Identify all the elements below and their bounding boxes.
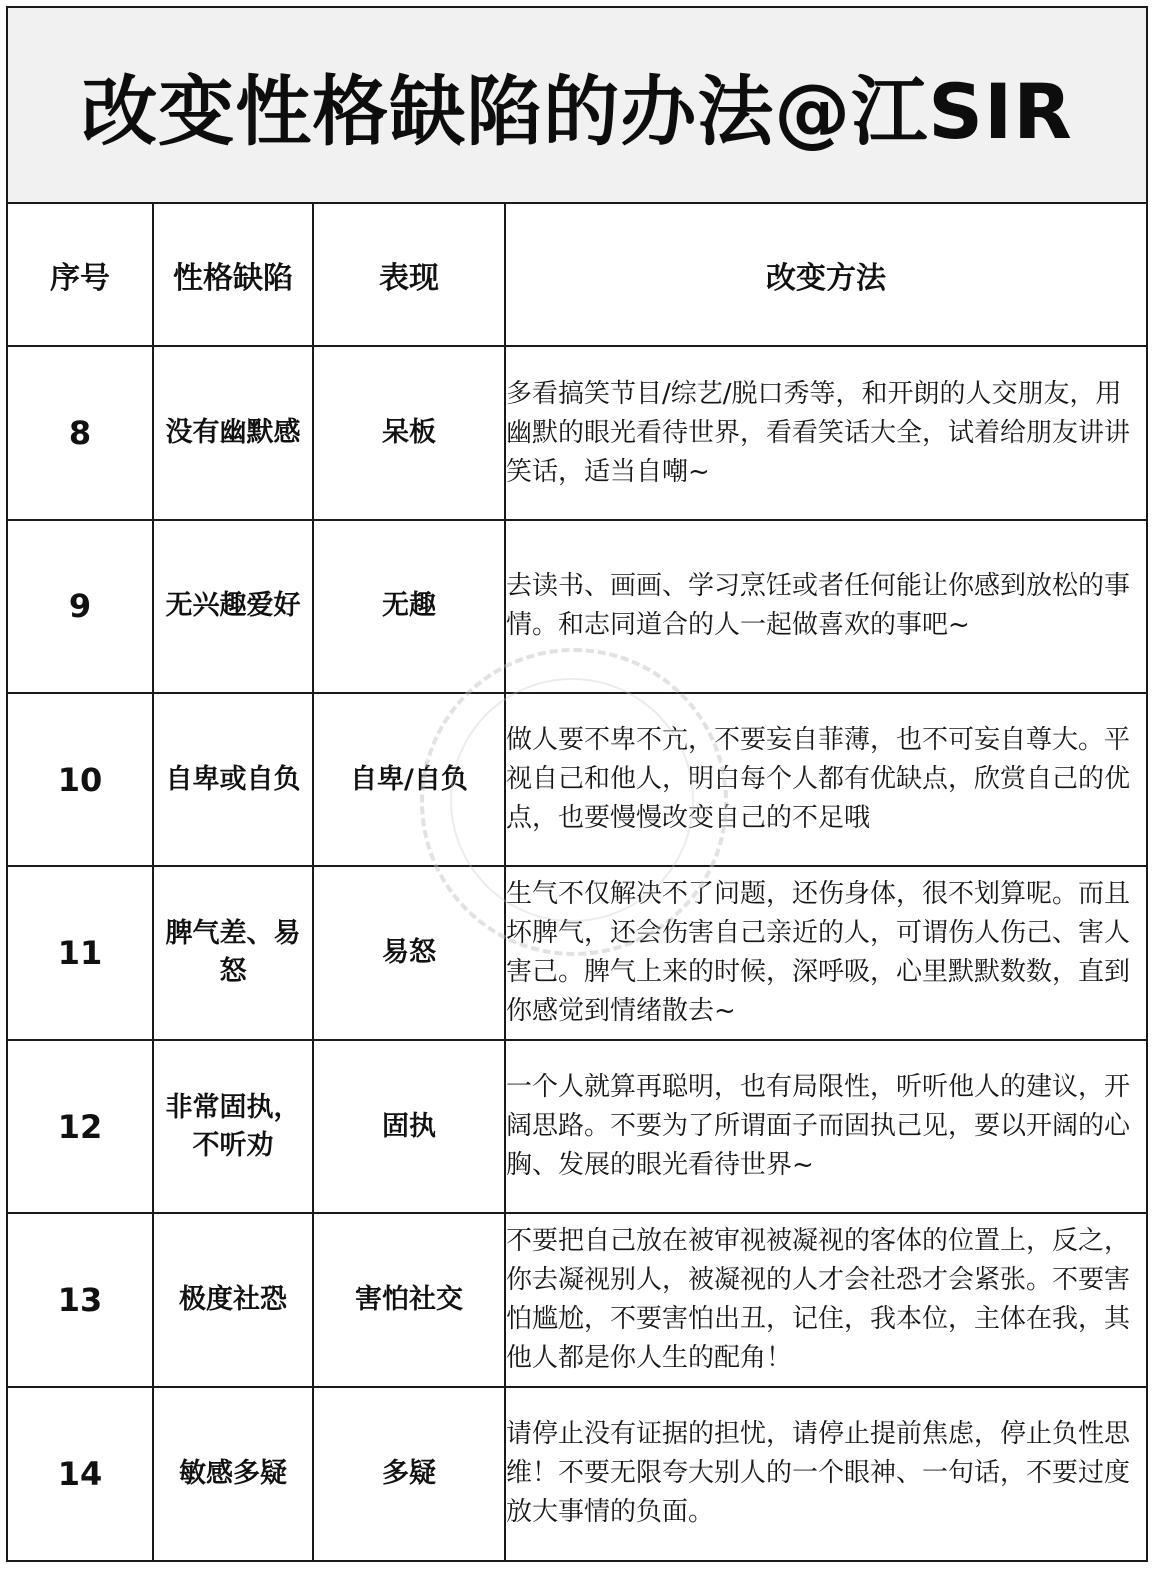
row-trait: 非常固执，不听劝 — [153, 1040, 313, 1213]
table-row — [8, 1213, 1146, 1386]
header-num: 序号 — [8, 204, 153, 346]
row-num: 14 — [8, 1387, 153, 1560]
row-show: 多疑 — [313, 1387, 505, 1560]
row-method: 去读书、画画、学习烹饪或者任何能让你感到放松的事情。和志同道合的人一起做喜欢的事吧~ — [505, 520, 1146, 693]
row-method: 不要把自己放在被审视被凝视的客体的位置上，反之，你去凝视别人，被凝视的人才会社恐才会紧张。不要害怕尴尬，不要害怕出丑，记住，我本位，主体在我，其他人都是你人生的配角！ — [505, 1213, 1146, 1386]
title-bar — [8, 8, 1146, 204]
row-show: 易怒 — [313, 866, 505, 1039]
row-show: 害怕社交 — [313, 1213, 505, 1386]
table-row — [8, 1040, 1146, 1213]
table-row — [8, 866, 1146, 1039]
row-num: 8 — [8, 346, 153, 519]
row-num: 12 — [8, 1040, 153, 1213]
row-show: 固执 — [313, 1040, 505, 1213]
header-method: 改变方法 — [505, 204, 1146, 346]
row-num: 9 — [8, 520, 153, 693]
defect-table — [8, 204, 1146, 1560]
table-row — [8, 346, 1146, 519]
row-num: 13 — [8, 1213, 153, 1386]
header-trait: 性格缺陷 — [153, 204, 313, 346]
row-show: 呆板 — [313, 346, 505, 519]
row-trait: 极度社恐 — [153, 1213, 313, 1386]
document-sheet — [6, 6, 1148, 1562]
row-show: 自卑/自负 — [313, 693, 505, 866]
table-row — [8, 1387, 1146, 1560]
table-row — [8, 693, 1146, 866]
table-row — [8, 520, 1146, 693]
row-trait: 无兴趣爱好 — [153, 520, 313, 693]
row-show: 无趣 — [313, 520, 505, 693]
row-method: 请停止没有证据的担忧，请停止提前焦虑，停止负性思维！不要无限夸大别人的一个眼神、一句话，不要过度放大事情的负面。 — [505, 1387, 1146, 1560]
row-trait: 敏感多疑 — [153, 1387, 313, 1560]
page-title: 改变性格缺陷的办法@江SIR — [81, 66, 1073, 156]
row-trait: 没有幽默感 — [153, 346, 313, 519]
row-method: 做人要不卑不亢，不要妄自菲薄，也不可妄自尊大。平视自己和他人，明白每个人都有优缺点，欣赏自己的优点，也要慢慢改变自己的不足哦 — [505, 693, 1146, 866]
row-method: 一个人就算再聪明，也有局限性，听听他人的建议，开阔思路。不要为了所谓面子而固执己见，要以开阔的心胸、发展的眼光看待世界~ — [505, 1040, 1146, 1213]
row-method: 多看搞笑节目/综艺/脱口秀等，和开朗的人交朋友，用幽默的眼光看待世界，看看笑话大全，试着给朋友讲讲笑话，适当自嘲~ — [505, 346, 1146, 519]
row-trait: 脾气差、易怒 — [153, 866, 313, 1039]
row-trait: 自卑或自负 — [153, 693, 313, 866]
table-header-row — [8, 204, 1146, 346]
header-show: 表现 — [313, 204, 505, 346]
row-method: 生气不仅解决不了问题，还伤身体，很不划算呢。而且坏脾气，还会伤害自己亲近的人，可谓伤人伤己、害人害己。脾气上来的时候，深呼吸，心里默默数数，直到你感觉到情绪散去~ — [505, 866, 1146, 1039]
row-num: 10 — [8, 693, 153, 866]
row-num: 11 — [8, 866, 153, 1039]
